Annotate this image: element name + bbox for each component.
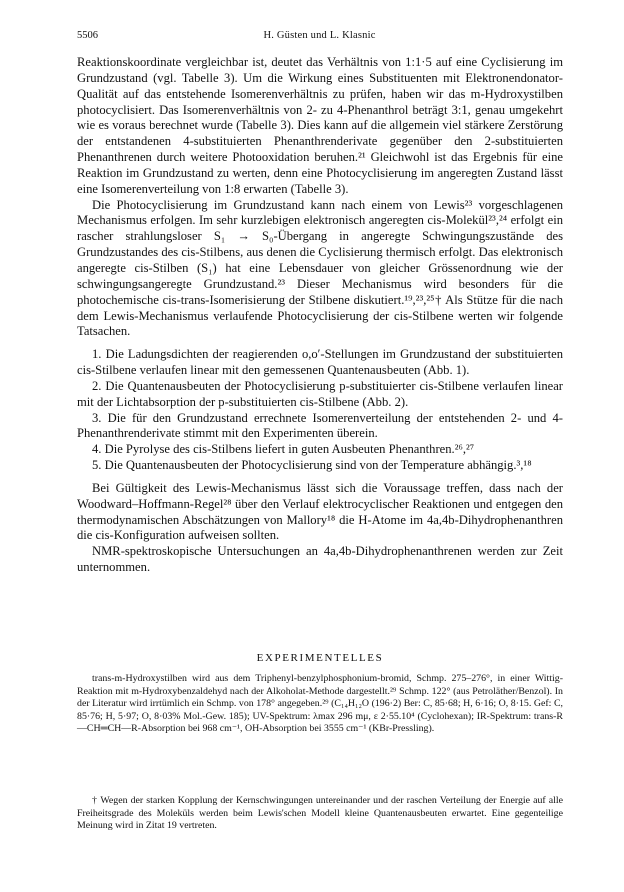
evidence-item-3: 3. Die für den Grundzustand errechnete Isomerenverteilung der entstehenden 2- und 4-Phenanthrenderivate stimmt mit den Experimenten überein. bbox=[77, 410, 563, 441]
main-text bbox=[77, 55, 563, 576]
experimental-section bbox=[77, 673, 563, 736]
evidence-item-2: 2. Die Quantenausbeuten der Photocyclisierung p-substituierter cis-Stilbene verlaufen linear mit der Lichtabsorption der p-substituierten cis-Stilbene (Abb. 2). bbox=[77, 378, 563, 409]
paragraph-lewis-mechanism: Die Photocyclisierung im Grundzustand kann nach einem von Lewis²³ vorgeschlagenen Mechanismus erfolgen. Im sehr kurzlebigen elektronisch angeregten cis-Molekül²³,²⁴ erfolgt ein rascher strahlungsloser S₁ → S₀-Übergang in angeregte Schwingungszustände des Grundzustandes des cis-Stilbens, aus denen die Cyclisierung thermisch erfolgt. Das elektronisch angeregte cis-Stilben (S₁) hat eine Lebensdauer von gleicher Grössenordnung wie der schwingungsangeregte Grundzustand.²³ Dieser Mechanismus wird besonders für die photochemische cis-trans-Isomerisierung der Stilbene diskutiert.¹⁹,²³,²⁵† Als Stütze für die nach dem Lewis-Mechanismus verlaufende Photocyclisierung der cis-Stilbene werten wir folgende Tatsachen. bbox=[77, 197, 563, 339]
page-number: 5506 bbox=[77, 30, 98, 41]
footnote bbox=[77, 795, 563, 833]
paragraph-woodward-hoffmann: Bei Gültigkeit des Lewis-Mechanismus lässt sich die Voraussage treffen, dass nach der Woodward–Hoffmann-Regel²⁸ über den Verlauf elektrocyclischer Reaktionen und entgegen den thermodynamischen Abschätzungen von Mallory¹⁸ die H-Atome im 4a,4b-Dihydrophenanthren die cis-Konfiguration aufweisen sollten. bbox=[77, 480, 563, 543]
running-head-authors: H. Güsten und L. Klasnic bbox=[263, 30, 376, 41]
evidence-item-1: 1. Die Ladungsdichten der reagierenden o,o′-Stellungen im Grundzustand der substituierten cis-Stilbene verlaufen linear mit den gemessenen Quantenausbeuten (Abb. 1). bbox=[77, 347, 563, 378]
evidence-item-5: 5. Die Quantenausbeuten der Photocyclisierung sind von der Temperature abhängig.³,¹⁸ bbox=[92, 458, 532, 473]
evidence-item-4: 4. Die Pyrolyse des cis-Stilbens liefert in guten Ausbeuten Phenanthren.²⁶,²⁷ bbox=[92, 442, 475, 457]
footnote-text: † Wegen der starken Kopplung der Kernschwingungen untereinander und der raschen Verteilung der Energie auf alle Freiheitsgrade des Moleküls werden beim Lewis'schen Modell kleine Quantenausbeuten erwartet. Eine gegenteilige Meinung wird in Zitat 19 vertreten. bbox=[77, 795, 563, 832]
paragraph-nmr-outlook: NMR-spektroskopische Untersuchungen an 4a,4b-Dihydrophenanthrenen werden zur Zeit unternommen. bbox=[77, 544, 563, 575]
section-heading-experimentelles: EXPERIMENTELLES bbox=[256, 652, 384, 664]
running-header bbox=[77, 30, 562, 46]
experimental-paragraph: trans-m-Hydroxystilben wird aus dem Triphenyl-benzylphosphonium-bromid, Schmp. 275–276°, in einer Wittig-Reaktion mit m-Hydroxybenzaldehyd nach der Alkoholat-Methode dargestellt.²⁹ Schmp. 122° (aus Petroläther/Benzol). In der Literatur wird irrtümlich ein Schmp. von 178° angegeben.²⁹ (C₁₄H₁₂O (196·2) Ber: C, 85·68; H, 6·16; O, 8·15. Gef: C, 85·76; H, 5·97; O, 8·03% Mol.-Gew. 185); UV-Spektrum: λmax 296 mμ, ε 2·55.10⁴ (Cyclohexan); IR-Spektrum: trans-R—CH═CH—R-Absorption bei 968 cm⁻¹, OH-Absorption bei 3555 cm⁻¹ (KBr-Pressling). bbox=[77, 673, 563, 735]
paragraph-isomer-ratio: Reaktionskoordinate vergleichbar ist, deutet das Verhältnis von 1:1·5 auf eine Cyclisierung im Grundzustand (vgl. Tabelle 3). Um die Wirkung eines Substituenten mit Elektronendonator-Qualität auf das entstehende Isomerenverhältnis zu prüfen, haben wir das m-Hydroxystilben photocyclisiert. Das Isomerenverhältnis von 2- zu 4-Phenanthrol beträgt 3:1, genau umgekehrt wie es voraus berechnet wurde (Tabelle 3). Dies kann auf die allgemein viel stärkere Zerstörung der entstandenen 4-substituierten Phenanthrenderivate gegenüber den 2-substituierten Phenanthrenen durch weitere Photooxidation beruhen.²¹ Gleichwohl ist das Ergebnis für eine Reaktion im Grundzustand zu werten, denn eine Photocyclisierung im angeregten Zustand lässt eine Isomerenverteilung von 1:8 erwarten (Tabelle 3). bbox=[77, 55, 563, 196]
